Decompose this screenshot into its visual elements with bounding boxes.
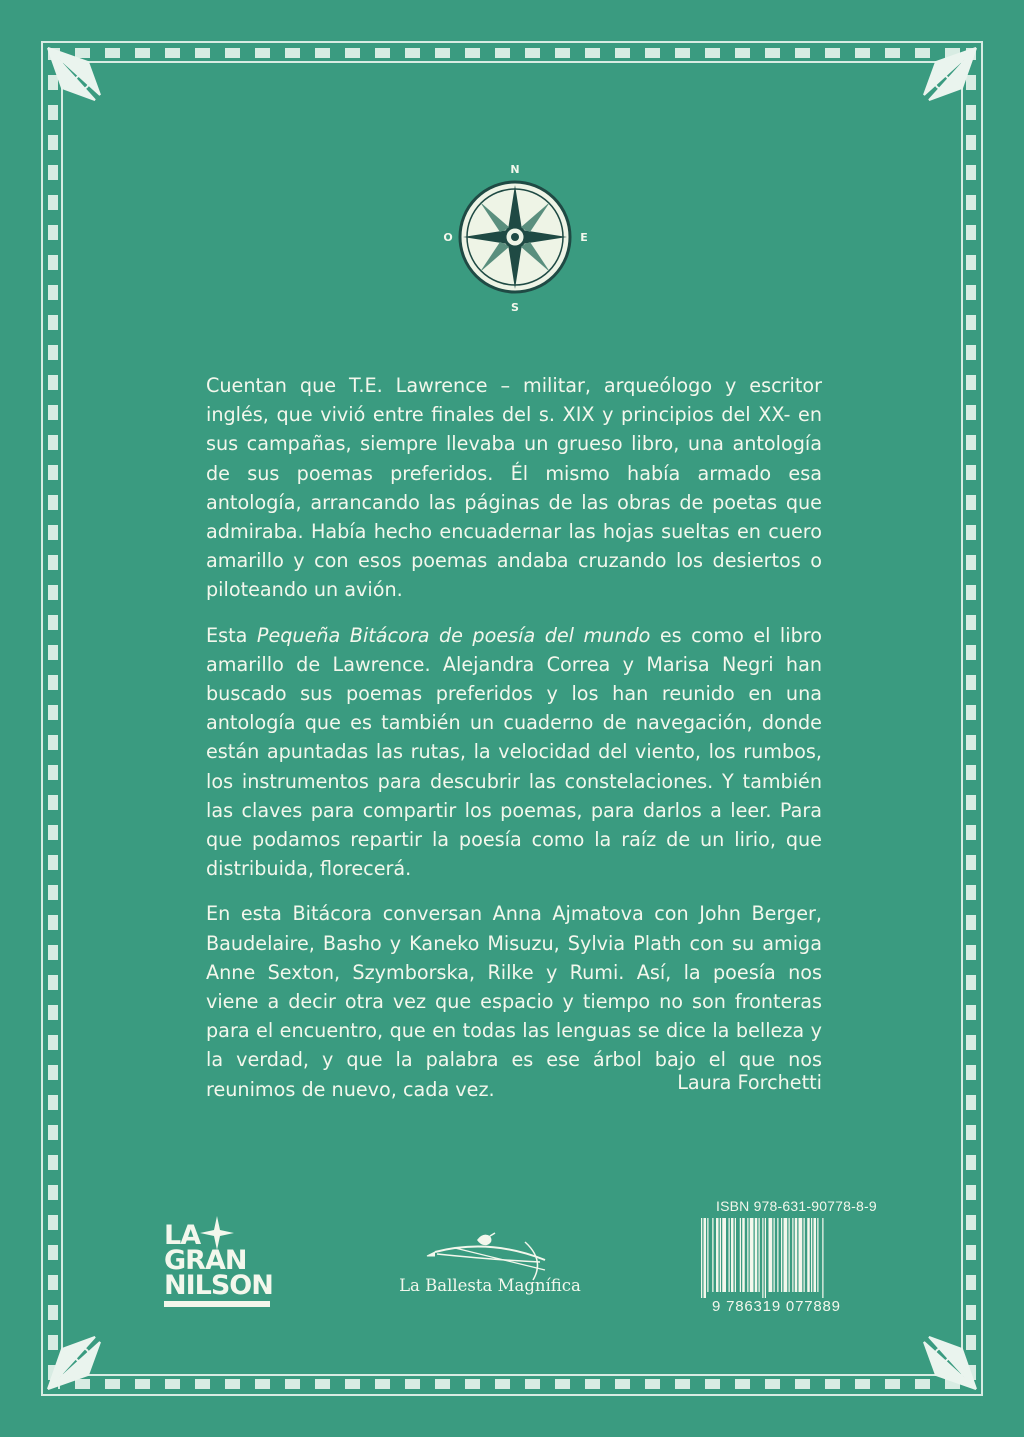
publisher-name: La Ballesta Magnífica <box>399 1276 581 1295</box>
barcode-bar <box>799 1218 803 1292</box>
barcode-bar <box>720 1218 721 1292</box>
paragraph-2 <box>206 621 822 884</box>
barcode-bar <box>807 1218 810 1292</box>
logo-line-2: GRAN <box>164 1245 247 1276</box>
barcode-bar <box>817 1218 818 1292</box>
barcode-bar <box>804 1218 805 1292</box>
barcode-bar <box>765 1218 766 1298</box>
barcode-bar <box>774 1218 775 1292</box>
barcode-bar <box>814 1218 817 1292</box>
compass-south-label: S <box>511 301 519 314</box>
barcode-bar <box>742 1218 745 1292</box>
barcode-bar <box>747 1218 748 1292</box>
barcode-bar <box>704 1218 707 1298</box>
compass-north-label: N <box>510 163 520 176</box>
compass-east-label: E <box>580 231 588 244</box>
barcode-bar <box>811 1218 812 1292</box>
barcode-bar <box>792 1218 793 1292</box>
logo-underline <box>164 1301 270 1307</box>
barcode-bar <box>784 1218 788 1292</box>
barcode-bar <box>701 1218 702 1298</box>
barcode-bar <box>712 1218 713 1292</box>
paragraph-3: En esta Bitácora conversan Anna Ajmatova con John Berger, Baudelaire, Basho y Kaneko Misuzu, Sylvia Plath con su amiga Anne Sexton, Szymborska, Rilke y Rumi. Así, la poesía nos viene a decir otra vez que espacio y tiempo no son fronteras para el encuentro, que en todas las lenguas se dice la belleza y la verdad, y que la palabra es ese árbol bajo el que nos reunimos de nuevo, cada vez. <box>206 902 822 1101</box>
la-gran-nilson-logo <box>164 1222 272 1310</box>
barcode-digits: 9 786319 077889 <box>712 1298 841 1315</box>
paragraph-1: Cuentan que T.E. Lawrence – militar, arqueólogo y escritor inglés, que vivió entre finales del s. XIX y principios del XX- en sus campañas, siempre llevaba un grueso libro, una antología de sus poemas preferidos. Él mismo había armado esa antología, arrancando las páginas de las obras de poetas que admiraba. Había hecho encuadernar las hojas sueltas en cuero amarillo y con esos poemas andaba cruzando los desiertos o piloteando un avión. <box>206 374 822 602</box>
barcode-bar <box>755 1218 758 1292</box>
barcode-bar <box>769 1218 773 1292</box>
author-signature: Laura Forchetti <box>677 1071 822 1094</box>
paragraph-2-rest: es como el libro amarillo de Lawrence. Alejandra Correa y Marisa Negri han buscado sus poemas preferidos y los han reunido en una antología que es también un cuaderno de navegación, donde están apuntadas las rutas, la velocidad del viento, los rumbos, los instrumentos para descubrir las constelaciones. Y también las claves para compartir los poemas, para darlos a leer. Para que podamos repartir la poesía como la raíz de un lirio, que distribuida, florecerá. <box>206 623 822 881</box>
paragraph-2-start: Esta <box>206 623 257 647</box>
barcode-bar <box>759 1218 760 1292</box>
barcode <box>699 1218 869 1298</box>
barcode-bar <box>822 1218 823 1298</box>
barcode-bar <box>731 1218 734 1292</box>
logo-line-1: LA <box>164 1220 201 1251</box>
barcode-bar <box>750 1218 754 1292</box>
barcode-bar <box>795 1218 798 1292</box>
barcode-bar <box>762 1218 763 1298</box>
blurb-text <box>206 371 822 1120</box>
compass-rose-icon <box>440 160 590 315</box>
barcode-bar <box>740 1218 741 1292</box>
compass-west-label: O <box>443 231 453 244</box>
barcode-bar <box>777 1218 778 1292</box>
isbn-label: ISBN 978-631-90778-8-9 <box>716 1198 877 1214</box>
logo-line-3: NILSON <box>164 1270 273 1301</box>
barcode-bar <box>789 1218 790 1292</box>
barcode-bar <box>707 1218 708 1292</box>
barcode-bar <box>729 1218 730 1292</box>
barcode-bar <box>722 1218 726 1292</box>
barcode-bar <box>716 1218 719 1292</box>
book-title-italic: Pequeña Bitácora de poesía del mundo <box>256 623 651 647</box>
barcode-bar <box>735 1218 736 1292</box>
barcode-bar <box>781 1218 782 1292</box>
